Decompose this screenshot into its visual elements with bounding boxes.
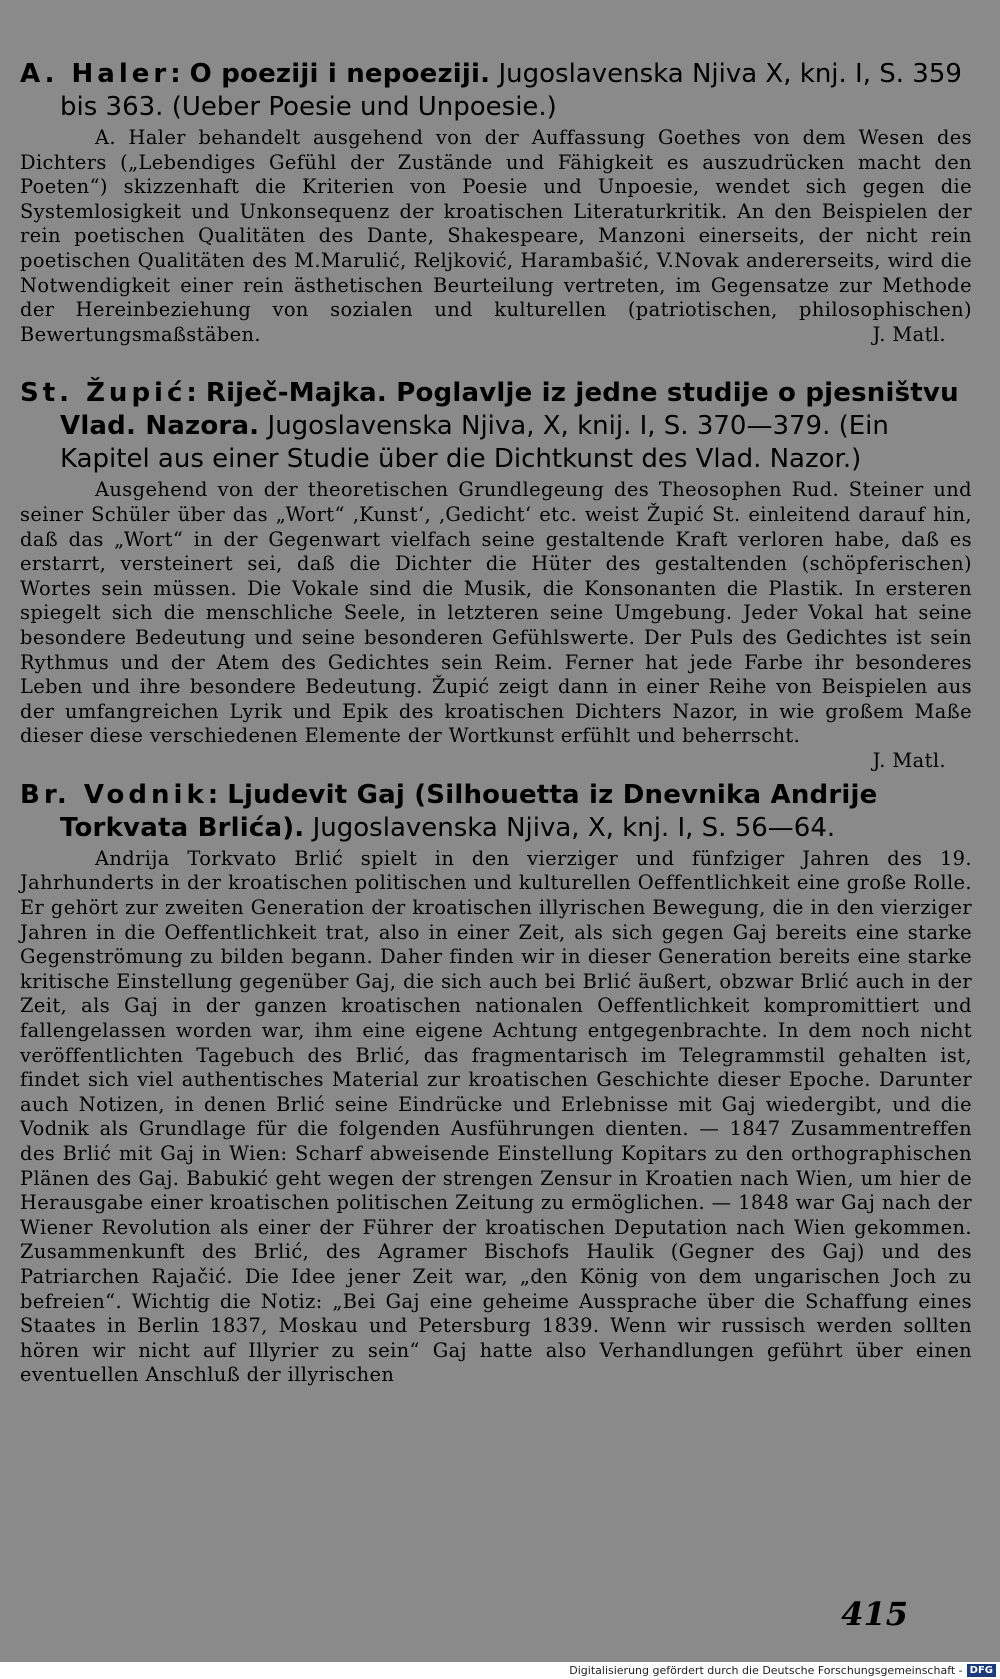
entry-heading <box>20 377 972 476</box>
entry-body <box>20 126 972 347</box>
entry-body <box>20 478 972 772</box>
entry-citation: Jugoslavenska Njiva, X, knij. I, S. 370—379. (Ein Kapitel aus einer Studie über die Dichtkunst des Vlad. Nazor.) <box>60 411 889 475</box>
heading-colon: : <box>170 59 190 89</box>
entry-body-text: Ausgehend von der theoretischen Grundlegeung des Theosophen Rud. Steiner und seiner Schüler über das „Wort“ ‚Kunst‘, ‚Gedicht‘ etc. weist Župić St. einleitend darauf hin, daß das „Wort“ in der Gegenwart vielfach seine gestaltende Kraft verloren habe, daß es erstarrt, versteinert sei, daß die Dichter die Hüter des gestaltenden (schöpferischen) Wortes sein müssen. Die Vokale sind die Musik, die Konsonanten die Plastik. In ersteren spiegelt sich die menschliche Seele, in letzteren seine Umgebung. Jeder Vokal hat seine besondere Bedeutung und seine besonderen Gefühlswerte. Der Puls des Gedichtes ist sein Rythmus und der Atem des Gedichtes sein Reim. Ferner hat jede Farbe ihr besonderes Leben und ihre besondere Bedeutung. Župić zeigt dann in einer Reihe von Beispielen aus der umfangreichen Lyrik und Epik des kroatischen Dichters Nazor, in wie großem Maße dieser diese verschiedenen Elemente der Wortkunst erfühlt und beherrscht. <box>20 478 972 748</box>
entry-body-text: A. Haler behandelt ausgehend von der Auffassung Goethes von dem Wesen des Dichters („Lebendiges Gefühl der Zustände und Fähigkeit es auszudrücken macht den Poeten“) skizzenhaft die Kriterien von Poesie und Unpoesie, wendet sich gegen die Systemlosigkeit und Unkonsequenz der kroatischen Literaturkritik. An den Beispielen der rein poetischen Qualitäten des Dante, Shakespeare, Manzoni einerseits, der nicht rein poetischen Qualitäten des M.Marulić, Reljković, Harambašić, V.Novak andererseits, wird die Notwendigkeit einer rein ästhetischen Beurteilung vertreten, im Gegensatze zur Methode der Hereinbeziehung von sozialen und kulturellen (patriotischen, philosophischen) Bewertungsmaßstäben. <box>20 126 972 346</box>
review-entry-3 <box>20 779 972 1388</box>
entry-citation: Jugoslavenska Njiva, X, knj. I, S. 56—64. <box>312 812 836 843</box>
entry-body-text: Andrija Torkvato Brlić spielt in den vierziger und fünfziger Jahren des 19. Jahrhunderts in der kroatischen politischen und kulturellen Oeffentlichkeit eine große Rolle. Er gehört zur zweiten Generation der kroatischen illyrischen Bewegung, die in den vierziger Jahren in die Oeffentlichkeit trat, also in einer Zeit, als sich gegen Gaj bereits eine starke Gegenströmung zu bilden begann. Daher finden wir in dieser Generation bereits eine starke kritische Einstellung gegenüber Gaj, die sich auch bei Brlić äußert, obzwar Brlić auch in der Zeit, als Gaj in der ganzen kroatischen nationalen Oeffentlichkeit kompromittiert und fallengelassen worden war, ihm eine eigene Achtung entgegenbrachte. In dem noch nicht veröffentlichten Tagebuch des Brlić, das fragmentarisch im Telegrammstil gehalten ist, findet sich viel authentisches Material zur kroatischen Geschichte dieser Epoche. Darunter auch Notizen, in denen Brlić seine Eindrücke und Erlebnisse mit Gaj wiedergibt, und die Vodnik als Grundlage für die folgenden Ausführungen dienten. — 1847 Zusammentreffen des Brlić mit Gaj in Wien: Scharf abweisende Einstellung Kopitars zu den orthographischen Plänen des Gaj. Babukić geht wegen der strengen Zensur in Kroatien nach Wien, um hier de Herausgabe einer kroatischen politischen Zeitung zu ermöglichen. — 1848 war Gaj nach der Wiener Revolution als einer der Führer der kroatischen Deputation nach Wien gekommen. Zusammenkunft des Brlić, des Agramer Bischofs Haulik (Gegner des Gaj) und des Patriarchen Rajačić. Die Idee jener Zeit war, „den König von dem ungarischen Joch zu befreien“. Wichtig die Notiz: „Bei Gaj eine geheime Aussprache über die Schaffung eines Staates in Berlin 1837, Moskau und Petersburg 1839. Wenn wir russisch werden sollten hören wir nicht auf Illyrier zu sein“ Gaj hatte also Verhandlungen geführt über einen eventuellen Anschluß der illyrischen <box>20 846 972 1387</box>
page-number: 415 <box>841 1595 908 1633</box>
entry-citation: Jugoslavenska Njiva X, knj. I, S. 359 bis 363. (Ueber Poesie und Unpoesie.) <box>60 59 962 122</box>
entry-title: Ljudevit Gaj (Silhouetta iz Dnevnika Andrije Torkvata Brlića). <box>60 779 878 843</box>
entry-heading <box>20 779 972 845</box>
heading-colon: : <box>186 378 206 409</box>
entry-author: A. Haler <box>20 59 171 89</box>
entry-heading <box>20 58 972 124</box>
dfg-logo-icon: DFG <box>967 1664 996 1677</box>
entry-body <box>20 847 972 1388</box>
entry-author: Br. Vodnik <box>20 779 208 810</box>
heading-colon: : <box>207 779 228 810</box>
entry-author: St. Župić <box>20 378 187 409</box>
footer-text: Digitalisierung gefördert durch die Deutsche Forschungsgemeinschaft - <box>569 1663 963 1677</box>
entry-signature: J. Matl. <box>872 748 946 772</box>
entry-title: Riječ-Majka. Poglavlje iz jedne studije o pjesništvu Vlad. Nazora. <box>60 378 959 442</box>
review-entry-1 <box>20 58 972 347</box>
entry-signature: J. Matl. <box>872 322 946 346</box>
review-entry-2 <box>20 377 972 772</box>
entry-title: O poeziji i nepoeziji. <box>189 59 491 89</box>
digitization-footer <box>569 1663 996 1677</box>
